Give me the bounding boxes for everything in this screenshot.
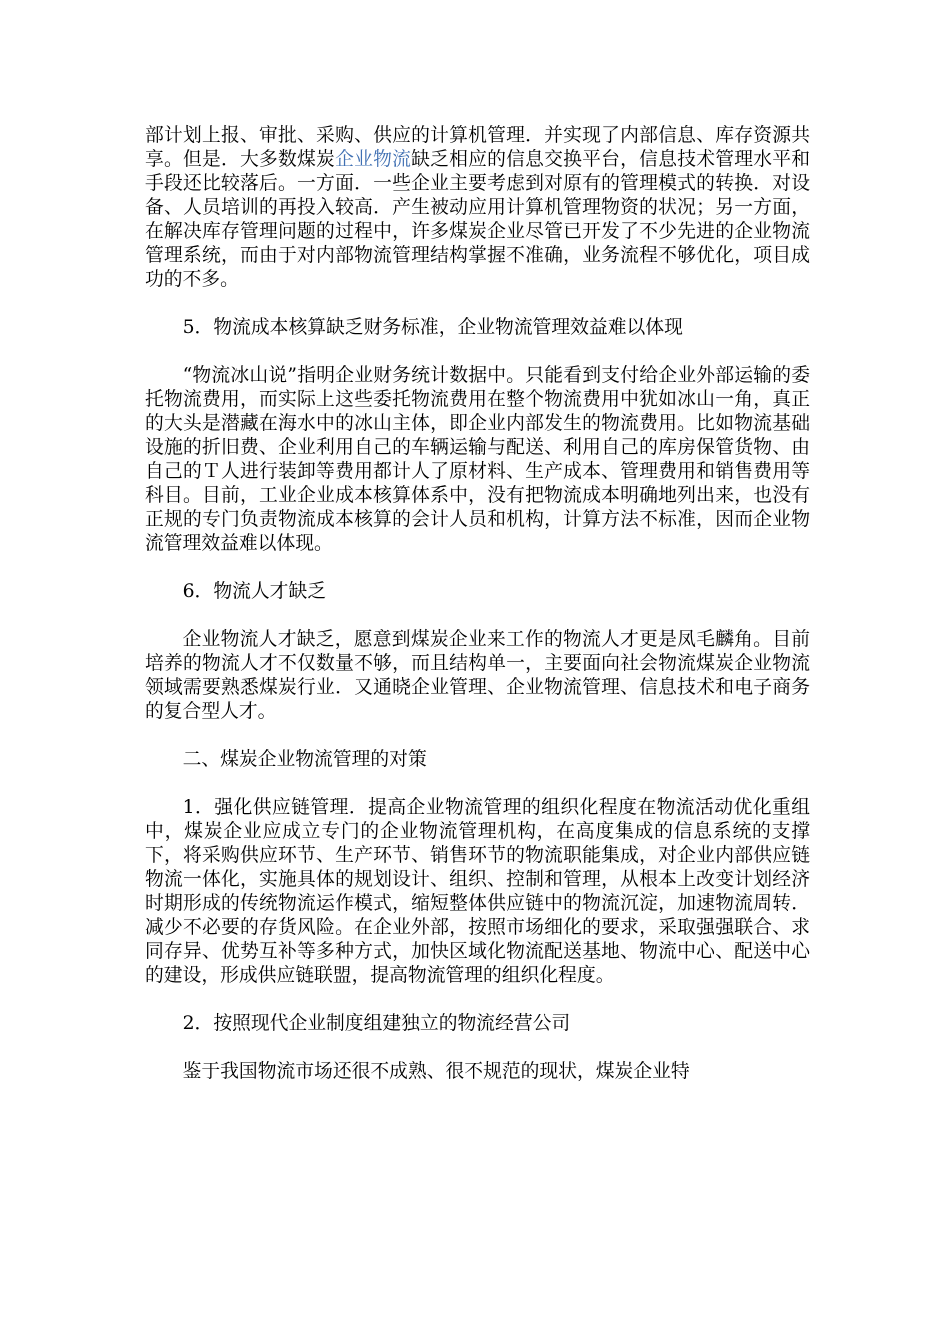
paragraph-text: 部计划上报、审批、采购、供应的计算机管理．并实现了内部信息、库存资源共享。但是．大多数煤炭	[145, 125, 810, 170]
paragraph-talent-shortage: 企业物流人才缺乏，愿意到煤炭企业来工作的物流人才更是凤毛麟角。目前培养的物流人才不仅数量不够，而且结构单一，主要面向社会物流煤炭企业物流领域需要熟悉煤炭行业．又通晓企业管理、企业物流管理、信息技术和电子商务的复合型人才。	[145, 629, 810, 722]
paragraph-supply-chain: 1．强化供应链管理．提高企业物流管理的组织化程度在物流活动优化重组中，煤炭企业应成立专门的企业物流管理机构，在高度集成的信息系统的支撑下，将采购供应环节、生产环节、销售环节的物流职能集成，对企业内部供应链物流一体化，实施具体的规划设计、组织、控制和管理，从根本上改变计划经济时期形成的传统物流运作模式，缩短整体供应链中的物流沉淀，加速物流周转．减少不必要的存货风险。在企业外部，按照市场细化的要求，采取强强联合、求同存异、优势互补等多种方式，加快区域化物流配送基地、物流中心、配送中心的建设，形成供应链联盟，提高物流管理的组织化程度。	[145, 797, 810, 986]
heading-item-5: 5．物流成本核算缺乏财务标准，企业物流管理效益难以体现	[182, 317, 683, 338]
paragraph-iceberg-theory: “物流冰山说”指明企业财务统计数据中。只能看到支付给企业外部运输的委托物流费用，而实际上这些委托物流费用在整个物流费用中犹如冰山一角，真正的大头是潜藏在海水中的冰山主体，即企业内部发生的物流费用。比如物流基础设施的折旧费、企业利用自己的车辆运输与配送、利用自己的库房保管货物、由自己的Ｔ人进行装卸等费用都计人了原材料、生产成本、管理费用和销售费用等科目。目前，工业企业成本核算体系中，没有把物流成本明确地列出来，也没有正规的专门负责物流成本核算的会计人员和机构，计算方法不标准，因而企业物流管理效益难以体现。	[145, 365, 810, 554]
heading-item-6: 6．物流人才缺乏	[182, 581, 327, 602]
heading-item-2: 2．按照现代企业制度组建独立的物流经营公司	[182, 1013, 571, 1034]
paragraph-it-systems	[145, 124, 810, 292]
section-heading-countermeasures: 二、煤炭企业物流管理的对策	[182, 749, 427, 770]
enterprise-logistics-link[interactable]: 企业物流	[335, 149, 412, 170]
paragraph-market-status: 鉴于我国物流市场还很不成熟、很不规范的现状，煤炭企业特	[182, 1061, 690, 1082]
document-body	[145, 124, 810, 1084]
paragraph-text: 缺乏相应的信息交换平台，信息技术管理水平和手段还比较落后。一方面．一些企业主要考虑到对原有的管理模式的转换．对设备、人员培训的再投入较高．产生被动应用计算机管理物资的状况；另一方面，在解决库存管理问题的过程中，许多煤炭企业尽管已开发了不少先进的企业物流管理系统，而由于对内部物流管理结构掌握不准确，业务流程不够优化，项目成功的不多。	[145, 149, 811, 290]
